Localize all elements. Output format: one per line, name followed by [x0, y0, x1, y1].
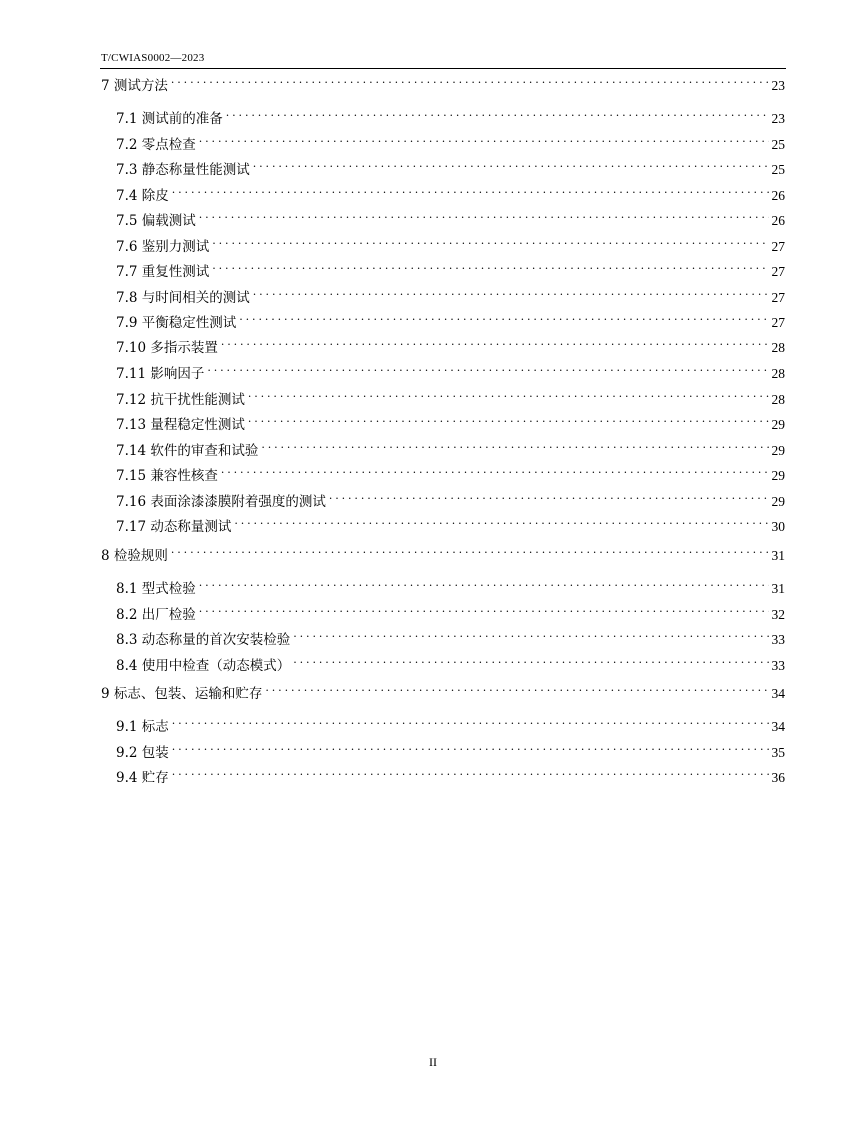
- toc-dot-leader: [293, 624, 768, 644]
- toc-dot-leader: [293, 650, 768, 670]
- toc-entry-page: 27: [771, 290, 785, 305]
- toc-dot-leader: [239, 307, 768, 327]
- toc-entry[interactable]: [116, 180, 785, 204]
- toc-entry-page: 29: [771, 494, 785, 509]
- toc-entry[interactable]: [116, 154, 785, 178]
- toc-entry-page: 28: [771, 366, 785, 381]
- toc-entry[interactable]: [116, 205, 785, 229]
- toc-entry[interactable]: [116, 511, 785, 535]
- toc-entry-label: 9.1 标志: [116, 719, 169, 735]
- toc-entry[interactable]: [116, 737, 785, 761]
- toc-dot-leader: [172, 762, 769, 782]
- toc-entry-label: 7.14 软件的审查和试验: [116, 443, 259, 459]
- toc-dot-leader: [171, 540, 769, 560]
- toc-entry[interactable]: [116, 624, 785, 648]
- toc-dot-leader: [265, 678, 768, 698]
- toc-entry-label: 7.10 多指示装置: [116, 340, 218, 356]
- toc-entry[interactable]: [116, 650, 785, 674]
- toc-entry[interactable]: [116, 332, 785, 356]
- toc-dot-leader: [253, 154, 769, 174]
- toc-dot-leader: [221, 460, 769, 480]
- toc-dot-leader: [199, 205, 769, 225]
- toc-entry-page: 25: [771, 137, 785, 152]
- toc-entry-page: 23: [771, 78, 785, 93]
- toc-dot-leader: [212, 256, 768, 276]
- toc-entry-page: 32: [771, 607, 785, 622]
- toc-dot-leader: [212, 231, 768, 251]
- toc-entry[interactable]: [116, 435, 785, 459]
- toc-entry-label: 7.4 除皮: [116, 188, 169, 204]
- toc-entry-page: 27: [771, 315, 785, 330]
- toc-entry-label: 7.16 表面涂漆漆膜附着强度的测试: [116, 494, 326, 510]
- toc-entry[interactable]: [116, 460, 785, 484]
- toc-entry-page: 31: [771, 581, 785, 596]
- toc-entry-page: 31: [771, 548, 785, 563]
- toc-entry-page: 36: [771, 770, 785, 785]
- toc-entry-label: 7 测试方法: [101, 78, 168, 94]
- toc-entry-page: 29: [771, 443, 785, 458]
- toc-entry-label: 7.12 抗干扰性能测试: [116, 392, 245, 408]
- toc-entry[interactable]: [116, 103, 785, 127]
- toc-entry-label: 7.8 与时间相关的测试: [116, 290, 250, 306]
- toc-dot-leader: [221, 332, 769, 352]
- toc-entry-label: 7.7 重复性测试: [116, 264, 210, 280]
- toc-entry-label: 7.13 量程稳定性测试: [116, 417, 245, 433]
- toc-dot-leader: [248, 409, 769, 429]
- toc-entry-page: 30: [771, 519, 785, 534]
- toc-entry-label: 8.3 动态称量的首次安装检验: [116, 632, 291, 648]
- toc-entry-page: 26: [771, 188, 785, 203]
- toc-entry[interactable]: [116, 762, 785, 786]
- toc-dot-leader: [253, 282, 769, 302]
- toc-entry[interactable]: [116, 231, 785, 255]
- toc-entry[interactable]: [116, 129, 785, 153]
- toc-entry-label: 7.9 平衡稳定性测试: [116, 315, 237, 331]
- toc-entry[interactable]: [101, 540, 785, 564]
- toc-entry[interactable]: [116, 282, 785, 306]
- toc-entry[interactable]: [116, 358, 785, 382]
- toc-entry-label: 8.2 出厂检验: [116, 607, 196, 623]
- toc-entry[interactable]: [101, 678, 785, 702]
- header-rule: [100, 68, 786, 69]
- toc-entry[interactable]: [116, 384, 785, 408]
- toc-entry[interactable]: [116, 573, 785, 597]
- toc-dot-leader: [172, 711, 769, 731]
- toc-dot-leader: [261, 435, 768, 455]
- toc-entry[interactable]: [116, 256, 785, 280]
- toc-entry-label: 7.6 鉴别力测试: [116, 239, 210, 255]
- toc-entry-label: 7.17 动态称量测试: [116, 519, 232, 535]
- toc-dot-leader: [199, 573, 769, 593]
- toc-entry-page: 34: [771, 719, 785, 734]
- toc-entry-label: 7.11 影响因子: [116, 366, 205, 382]
- toc-dot-leader: [172, 180, 769, 200]
- toc-dot-leader: [199, 129, 769, 149]
- toc-entry-page: 33: [771, 632, 785, 647]
- toc-entry-label: 7.15 兼容性核查: [116, 468, 218, 484]
- toc-dot-leader: [207, 358, 768, 378]
- toc-dot-leader: [172, 737, 769, 757]
- toc-dot-leader: [171, 70, 769, 90]
- toc-entry-label: 7.2 零点检查: [116, 137, 196, 153]
- toc-dot-leader: [248, 384, 769, 404]
- toc-entry-page: 28: [771, 392, 785, 407]
- toc-entry-page: 35: [771, 745, 785, 760]
- toc-entry[interactable]: [116, 307, 785, 331]
- toc-entry-label: 8 检验规则: [101, 548, 168, 564]
- toc-entry-label: 7.1 测试前的准备: [116, 111, 223, 127]
- toc-entry-label: 9 标志、包装、运输和贮存: [101, 686, 263, 702]
- toc-entry-page: 28: [771, 340, 785, 355]
- toc-entry-page: 23: [771, 111, 785, 126]
- toc-entry[interactable]: [116, 711, 785, 735]
- toc-entry-page: 34: [771, 686, 785, 701]
- toc-entry-page: 29: [771, 468, 785, 483]
- toc-entry-label: 8.1 型式检验: [116, 581, 196, 597]
- toc-entry-page: 25: [771, 162, 785, 177]
- toc-entry[interactable]: [116, 599, 785, 623]
- page-header-code: T/CWIAS0002—2023: [101, 52, 205, 64]
- toc-entry-page: 26: [771, 213, 785, 228]
- toc-entry-label: 8.4 使用中检查（动态模式）: [116, 658, 291, 674]
- page-number: II: [429, 1055, 437, 1069]
- toc-entry-label: 9.2 包装: [116, 745, 169, 761]
- toc-dot-leader: [234, 511, 768, 531]
- toc-entry[interactable]: [116, 486, 785, 510]
- toc-entry-label: 9.4 贮存: [116, 770, 169, 786]
- toc-entry-page: 27: [771, 264, 785, 279]
- toc-entry[interactable]: [116, 409, 785, 433]
- toc-entry[interactable]: [101, 70, 785, 94]
- toc-dot-leader: [329, 486, 769, 506]
- toc-dot-leader: [226, 103, 769, 123]
- toc-entry-label: 7.3 静态称量性能测试: [116, 162, 250, 178]
- toc-entry-page: 27: [771, 239, 785, 254]
- toc-dot-leader: [199, 599, 769, 619]
- toc-entry-label: 7.5 偏载测试: [116, 213, 196, 229]
- toc-entry-page: 29: [771, 417, 785, 432]
- toc-entry-page: 33: [771, 658, 785, 673]
